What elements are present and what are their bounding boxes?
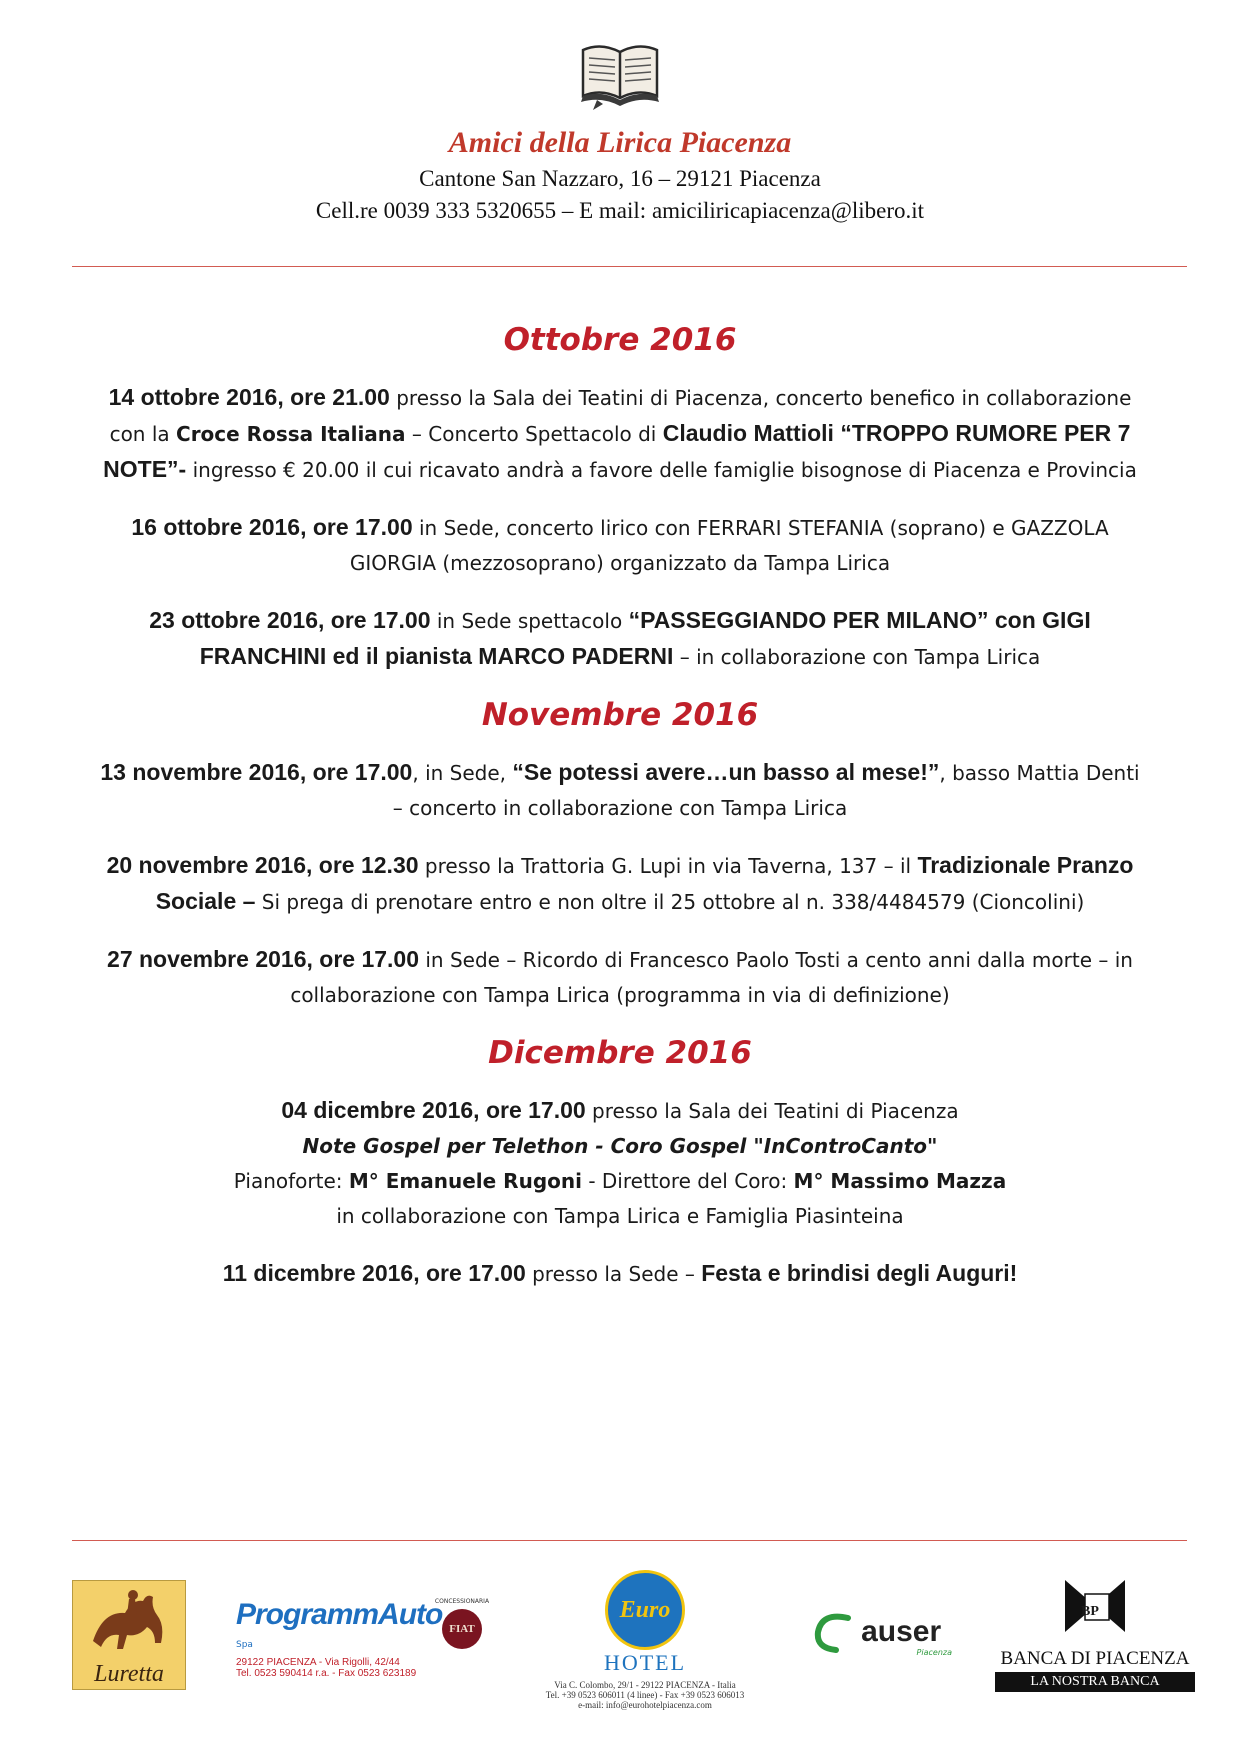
sponsor-bar bbox=[0, 1570, 1240, 1730]
event-date: 11 dicembre 2016, ore 17.00 bbox=[222, 1260, 526, 1286]
luretta-logo bbox=[72, 1580, 186, 1690]
event-text: M° Emanuele Rugoni bbox=[348, 1169, 582, 1193]
letterhead bbox=[0, 40, 1240, 224]
event-text: presso la Trattoria G. Lupi in via Taverna, 137 – il bbox=[418, 854, 918, 878]
event-text: presso la Sala dei Teatini di Piacenza, concerto benefico in collaborazione con la bbox=[109, 386, 1132, 446]
event-entry bbox=[95, 510, 1145, 581]
fiat-concessionaria: CONCESSIONARIA bbox=[434, 1598, 490, 1605]
events-program bbox=[95, 310, 1145, 1314]
programmauto-name: ProgrammAuto bbox=[236, 1598, 443, 1631]
event-text: – in collaborazione con Tampa Lirica bbox=[673, 645, 1041, 669]
event-text: M° Massimo Mazza bbox=[793, 1169, 1007, 1193]
eurohotel-logo bbox=[530, 1570, 760, 1710]
fiat-logo-circle bbox=[442, 1609, 482, 1649]
event-date: 14 ottobre 2016, ore 21.00 bbox=[108, 384, 390, 410]
auser-subtitle: Piacenza bbox=[916, 1648, 952, 1657]
event-text: , basso Mattia Denti – concerto in collaborazione con Tampa Lirica bbox=[392, 761, 1140, 820]
programmauto-phone: Tel. 0523 590414 r.a. - Fax 0523 623189 bbox=[236, 1668, 417, 1679]
event-entry bbox=[95, 380, 1145, 488]
event-text: Croce Rossa Italiana bbox=[176, 422, 406, 446]
event-text: “PASSEGGIANDO PER MILANO” con GIGI FRANCHINI ed il pianista MARCO PADERNI bbox=[199, 607, 1091, 669]
event-date: 16 ottobre 2016, ore 17.00 bbox=[131, 514, 413, 540]
event-date: 13 novembre 2016, ore 17.00 bbox=[100, 759, 413, 785]
event-text: - Direttore del Coro: bbox=[581, 1169, 794, 1193]
month-heading: Dicembre 2016 bbox=[488, 1035, 752, 1071]
event-date: 27 novembre 2016, ore 17.00 bbox=[107, 946, 420, 972]
event-text: “Se potessi avere…un basso al mese!” bbox=[512, 759, 940, 785]
event-text: Claudio Mattioli bbox=[662, 420, 834, 446]
organization-name: Amici della Lirica Piacenza bbox=[448, 126, 792, 159]
eurohotel-euro: Euro bbox=[619, 1596, 671, 1623]
event-text: ingresso € 20.00 il cui ricavato andrà a favore delle famiglie bisognose di Piacenza e Provincia bbox=[186, 458, 1137, 482]
event-date: 20 novembre 2016, ore 12.30 bbox=[106, 852, 419, 878]
event-text: presso la Sala dei Teatini di Piacenza bbox=[585, 1099, 959, 1123]
month-heading: Ottobre 2016 bbox=[503, 322, 737, 358]
eurohotel-email: e-mail: info@eurohotelpiacenza.com bbox=[578, 1700, 712, 1710]
event-text: Pianoforte: bbox=[233, 1169, 349, 1193]
event-text: Festa e brindisi degli Auguri! bbox=[701, 1260, 1018, 1286]
event-text: Note Gospel per Telethon - Coro Gospel "InControCanto" bbox=[302, 1134, 938, 1158]
event-entry bbox=[95, 1256, 1145, 1292]
fiat-badge bbox=[430, 1598, 494, 1649]
banca-name: BANCA DI PIACENZA bbox=[1000, 1648, 1190, 1669]
event-text: presso la Sede – bbox=[525, 1262, 702, 1286]
event-text: – Concerto Spettacolo di bbox=[405, 422, 663, 446]
fiat-logo-text: FIAT bbox=[449, 1623, 475, 1635]
programmauto-logo bbox=[236, 1598, 443, 1679]
auser-name: auser bbox=[861, 1615, 942, 1648]
footer-divider bbox=[72, 1540, 1187, 1541]
organization-contact: Cell.re 0039 333 5320655 – E mail: amiciliricapiacenza@libero.it bbox=[315, 198, 925, 223]
event-entry bbox=[95, 755, 1145, 826]
event-date: 23 ottobre 2016, ore 17.00 bbox=[149, 607, 431, 633]
auser-swoosh-icon bbox=[812, 1610, 856, 1654]
organization-address: Cantone San Nazzaro, 16 – 29121 Piacenza bbox=[419, 166, 821, 191]
event-entry bbox=[95, 942, 1145, 1013]
event-entry bbox=[95, 848, 1145, 920]
banca-piacenza-logo bbox=[995, 1576, 1195, 1692]
header-divider bbox=[72, 266, 1187, 267]
programmauto-spa: Spa bbox=[236, 1640, 253, 1650]
open-book-icon bbox=[577, 40, 663, 112]
event-entry bbox=[95, 1093, 1145, 1234]
event-text: in Sede spettacolo bbox=[430, 609, 629, 633]
event-text: Si prega di prenotare entro e non oltre il 25 ottobre al n. 338/4484579 (Cioncolini) bbox=[255, 890, 1085, 914]
eurohotel-emblem bbox=[605, 1570, 685, 1650]
eurohotel-hotel: HOTEL bbox=[603, 1650, 687, 1675]
horse-rider-icon bbox=[73, 1581, 185, 1661]
eurohotel-phone: Tel. +39 0523 606011 (4 linee) - Fax +39 0523 606013 bbox=[545, 1690, 745, 1700]
luretta-name: Luretta bbox=[94, 1661, 164, 1687]
event-text: in Sede, concerto lirico con FERRARI STEFANIA (soprano) e GAZZOLA GIORGIA (mezzosoprano) organizzato da Tampa Lirica bbox=[349, 516, 1109, 575]
programmauto-address: 29122 PIACENZA - Via Rigolli, 42/44 bbox=[236, 1657, 400, 1668]
event-date: 04 dicembre 2016, ore 17.00 bbox=[281, 1097, 586, 1123]
event-text: in Sede – Ricordo di Francesco Paolo Tosti a cento anni dalla morte – in collaborazione con Tampa Lirica (programma in via di definizione) bbox=[290, 948, 1133, 1007]
event-text: Tradizionale Pranzo Sociale – bbox=[155, 852, 1134, 914]
banca-slogan: LA NOSTRA BANCA bbox=[995, 1672, 1195, 1692]
event-text: “TROPPO RUMORE PER 7 NOTE”- bbox=[103, 420, 1131, 482]
banca-monogram: BP bbox=[1081, 1604, 1099, 1619]
auser-logo bbox=[812, 1610, 972, 1657]
month-heading: Novembre 2016 bbox=[481, 697, 759, 733]
event-text: in collaborazione con Tampa Lirica e Famiglia Piasinteina bbox=[336, 1204, 904, 1228]
event-entry bbox=[95, 603, 1145, 675]
eurohotel-address: Via C. Colombo, 29/1 - 29122 PIACENZA - Italia bbox=[554, 1680, 736, 1690]
event-text: , in Sede, bbox=[412, 761, 513, 785]
